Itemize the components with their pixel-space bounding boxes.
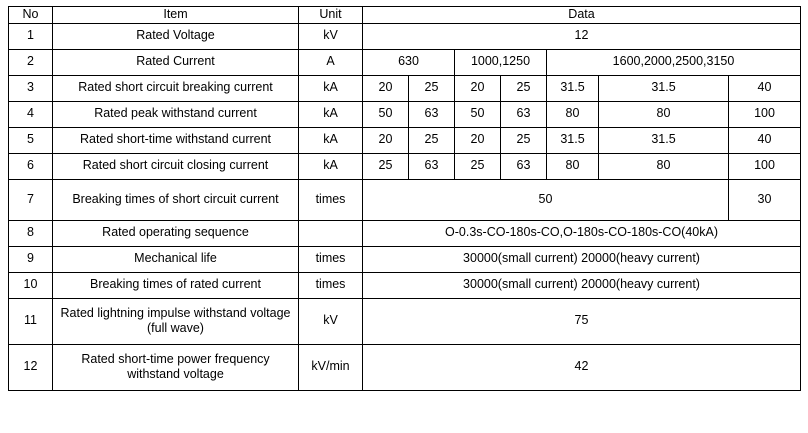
row-data-cell: 100 bbox=[729, 101, 801, 127]
row-unit: times bbox=[299, 272, 363, 298]
row-no: 6 bbox=[9, 153, 53, 179]
row-item: Rated short circuit breaking current bbox=[53, 75, 299, 101]
row-data-cell: 30 bbox=[729, 179, 801, 220]
column-header-no: No bbox=[9, 7, 53, 24]
row-data-cell: 50 bbox=[363, 101, 409, 127]
row-unit: kV bbox=[299, 298, 363, 344]
row-item: Breaking times of rated current bbox=[53, 272, 299, 298]
row-data-cell: O-0.3s-CO-180s-CO,O-180s-CO-180s-CO(40kA) bbox=[363, 220, 801, 246]
row-data-cell: 25 bbox=[501, 127, 547, 153]
row-data-cell: 40 bbox=[729, 75, 801, 101]
column-header-unit: Unit bbox=[299, 7, 363, 24]
row-unit bbox=[299, 220, 363, 246]
row-no: 12 bbox=[9, 344, 53, 390]
row-data-cell: 1000,1250 bbox=[455, 49, 547, 75]
row-no: 2 bbox=[9, 49, 53, 75]
table-row bbox=[9, 246, 801, 272]
row-item: Rated peak withstand current bbox=[53, 101, 299, 127]
row-data-cell: 20 bbox=[363, 75, 409, 101]
row-data-cell: 31.5 bbox=[547, 127, 599, 153]
table-row bbox=[9, 127, 801, 153]
row-data-cell: 20 bbox=[455, 127, 501, 153]
row-unit: times bbox=[299, 246, 363, 272]
table-row bbox=[9, 153, 801, 179]
column-header-data: Data bbox=[363, 7, 801, 24]
row-data-cell: 25 bbox=[363, 153, 409, 179]
row-data-cell: 12 bbox=[363, 23, 801, 49]
row-data-cell: 30000(small current) 20000(heavy current) bbox=[363, 272, 801, 298]
specification-table bbox=[8, 6, 801, 391]
row-item: Rated Voltage bbox=[53, 23, 299, 49]
row-data-cell: 25 bbox=[455, 153, 501, 179]
column-header-item: Item bbox=[53, 7, 299, 24]
row-data-cell: 50 bbox=[363, 179, 729, 220]
row-item: Breaking times of short circuit current bbox=[53, 179, 299, 220]
row-data-cell: 30000(small current) 20000(heavy current) bbox=[363, 246, 801, 272]
row-data-cell: 25 bbox=[409, 127, 455, 153]
row-data-cell: 20 bbox=[363, 127, 409, 153]
row-unit: kA bbox=[299, 153, 363, 179]
row-item: Rated short-time withstand current bbox=[53, 127, 299, 153]
table-header bbox=[9, 7, 801, 24]
row-item: Rated Current bbox=[53, 49, 299, 75]
row-no: 4 bbox=[9, 101, 53, 127]
row-no: 7 bbox=[9, 179, 53, 220]
row-data-cell: 63 bbox=[409, 153, 455, 179]
table-row bbox=[9, 220, 801, 246]
row-no: 11 bbox=[9, 298, 53, 344]
row-data-cell: 63 bbox=[501, 101, 547, 127]
row-data-cell: 100 bbox=[729, 153, 801, 179]
table-row bbox=[9, 101, 801, 127]
row-no: 8 bbox=[9, 220, 53, 246]
table-row bbox=[9, 23, 801, 49]
table-body bbox=[9, 23, 801, 390]
row-data-cell: 42 bbox=[363, 344, 801, 390]
row-unit: A bbox=[299, 49, 363, 75]
row-data-cell: 50 bbox=[455, 101, 501, 127]
row-data-cell: 40 bbox=[729, 127, 801, 153]
row-unit: kA bbox=[299, 101, 363, 127]
table-row bbox=[9, 272, 801, 298]
row-data-cell: 80 bbox=[547, 153, 599, 179]
table-header-row bbox=[9, 7, 801, 24]
row-data-cell: 80 bbox=[599, 153, 729, 179]
table-row bbox=[9, 75, 801, 101]
row-data-cell: 63 bbox=[501, 153, 547, 179]
row-unit: kV/min bbox=[299, 344, 363, 390]
table-row bbox=[9, 298, 801, 344]
row-data-cell: 630 bbox=[363, 49, 455, 75]
row-no: 9 bbox=[9, 246, 53, 272]
row-data-cell: 31.5 bbox=[599, 75, 729, 101]
row-data-cell: 20 bbox=[455, 75, 501, 101]
row-item: Rated operating sequence bbox=[53, 220, 299, 246]
row-data-cell: 31.5 bbox=[599, 127, 729, 153]
row-data-cell: 80 bbox=[547, 101, 599, 127]
row-no: 1 bbox=[9, 23, 53, 49]
table-row bbox=[9, 49, 801, 75]
row-item: Rated short circuit closing current bbox=[53, 153, 299, 179]
row-item: Rated short-time power frequency withstand voltage bbox=[53, 344, 299, 390]
row-data-cell: 75 bbox=[363, 298, 801, 344]
row-item: Mechanical life bbox=[53, 246, 299, 272]
row-unit: kV bbox=[299, 23, 363, 49]
row-data-cell: 31.5 bbox=[547, 75, 599, 101]
row-item: Rated lightning impulse withstand voltage (full wave) bbox=[53, 298, 299, 344]
row-no: 3 bbox=[9, 75, 53, 101]
row-data-cell: 80 bbox=[599, 101, 729, 127]
row-data-cell: 25 bbox=[501, 75, 547, 101]
row-data-cell: 25 bbox=[409, 75, 455, 101]
table-row bbox=[9, 344, 801, 390]
row-no: 10 bbox=[9, 272, 53, 298]
row-unit: kA bbox=[299, 75, 363, 101]
table-row bbox=[9, 179, 801, 220]
row-unit: times bbox=[299, 179, 363, 220]
row-no: 5 bbox=[9, 127, 53, 153]
row-data-cell: 1600,2000,2500,3150 bbox=[547, 49, 801, 75]
row-unit: kA bbox=[299, 127, 363, 153]
row-data-cell: 63 bbox=[409, 101, 455, 127]
